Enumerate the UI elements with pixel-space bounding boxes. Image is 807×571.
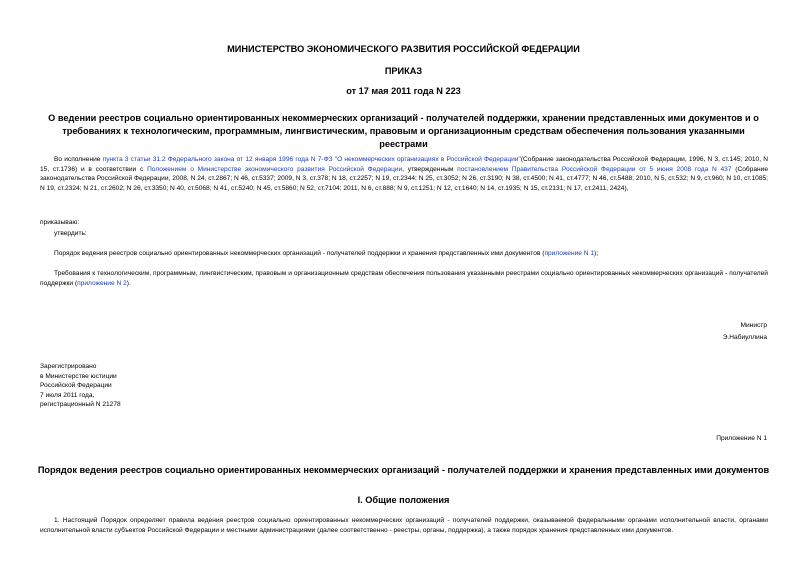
appendix-2-link[interactable]: приложение N 2 — [77, 279, 127, 287]
registration-block — [40, 362, 340, 410]
registration-line: регистрационный N 21278 — [40, 401, 121, 409]
approve-text: утвердить: — [54, 230, 87, 237]
law-link[interactable]: пункта 3 статьи 31.2 Федерального закона от 12 января 1996 года N 7-ФЗ "О некоммерческих организациях в Российской Федерации" — [102, 156, 521, 163]
section-heading: I. Общие положения — [357, 495, 450, 505]
order-item-2-text: Требования к технологическим, программным, лингвистическим, правовым и организационным средствам обеспечения пользования указанными реестрами социально ориентированных некоммерческих организаций - получателей поддержки ( — [40, 270, 768, 287]
date-number: от 17 мая 2011 года N 223 — [346, 86, 461, 96]
appendix-title: Порядок ведения реестров социально ориентированных некоммерческих организаций - получателей поддержки и хранения представленных ими документов — [37, 465, 770, 475]
registration-line: Российской Федерации — [40, 382, 112, 390]
order-item-2 — [40, 269, 768, 288]
doc-type-heading: ПРИКАЗ — [384, 66, 423, 76]
preamble-text-1: Во исполнение — [54, 156, 103, 163]
order-item-1 — [40, 249, 768, 259]
paragraph-1: 1. Настоящий Порядок определяет правила ведения реестров социально ориентированных некоммерческих организаций - получателей поддержки, оказываемой федеральными органами исполнительной власти, органами исполнительной власти субъектов Российской Федерации и местными администрациями (далее соответственно - реестры, органы, поддержка), а также порядок хранения представленных ими документов. — [40, 517, 768, 534]
regulation-link[interactable]: Положением о Министерстве экономического развития Российской Федерации — [147, 165, 403, 173]
ministry-heading: МИНИСТЕРСТВО ЭКОНОМИЧЕСКОГО РАЗВИТИЯ РОССИЙСКОЙ ФЕДЕРАЦИИ — [227, 44, 580, 54]
registration-line: в Министерстве юстиции — [40, 372, 117, 380]
preamble-text-4: (Собрание законодательства Российской Федерации, 2008, N 24, ст.2867; N 46, ст.5337; 2009, N 3, ст.378; N 18, ст.2257; N 19, ст.2344; N 25, ст.3052; N 26, ст.3190; N 38, ст.4500; N 41, ст.4777; N 46, ст.5488; 2010, N 5, ст.532; N 9, ст.960; N 10, ст.1085; N 19, ст.2324; N 21, ст.2602; N 26, ст.3350; N 40, ст.5068; N 41, ст.5240; N 45, ст.5860; N 52, ст.7104; 2011, N 6, ст.888; N 9, ст.1251; N 12, ст.1640; N 14, ст.1935; N 15, ст.2131; N 17, ст.2411, 2424), — [40, 165, 769, 192]
appendix-label: Приложение N 1 — [716, 435, 767, 442]
registration-line: Зарегистрировано — [40, 363, 97, 370]
registration-line: 7 июля 2011 года, — [40, 391, 95, 399]
signature-name: Э.Набиуллина — [722, 334, 767, 341]
preamble-text-3: , утвержденным — [402, 165, 458, 173]
preamble-text-2: (Собрание законодательства Российской Федерации, 1996, N 3, ст.145; 2010, N 15, ст.1736) и в соответствии с — [40, 156, 768, 173]
appendix-1-link[interactable]: приложение N 1 — [544, 250, 595, 257]
order-item-1-text: Порядок ведения реестров социально ориентированных некоммерческих организаций - получателей поддержки и хранения представленных ими документов ( — [54, 250, 545, 257]
preamble — [40, 155, 768, 193]
document-title: О ведении реестров социально ориентированных некоммерческих организаций - получателей поддержки, хранении представленных ими документов и о требованиях к технологическим, программным, лингвистическим, правовым и организационным средствам обеспечения пользования указанными реестрами — [48, 113, 759, 149]
order-item-2-end: ). — [126, 279, 131, 287]
resolution-link[interactable]: постановлением Правительства Российской Федерации от 5 июня 2008 года N 437 — [457, 165, 732, 173]
order-item-1-end: ); — [594, 250, 599, 257]
command-text: приказываю: — [40, 219, 80, 226]
signature-position: Министр — [740, 322, 767, 329]
